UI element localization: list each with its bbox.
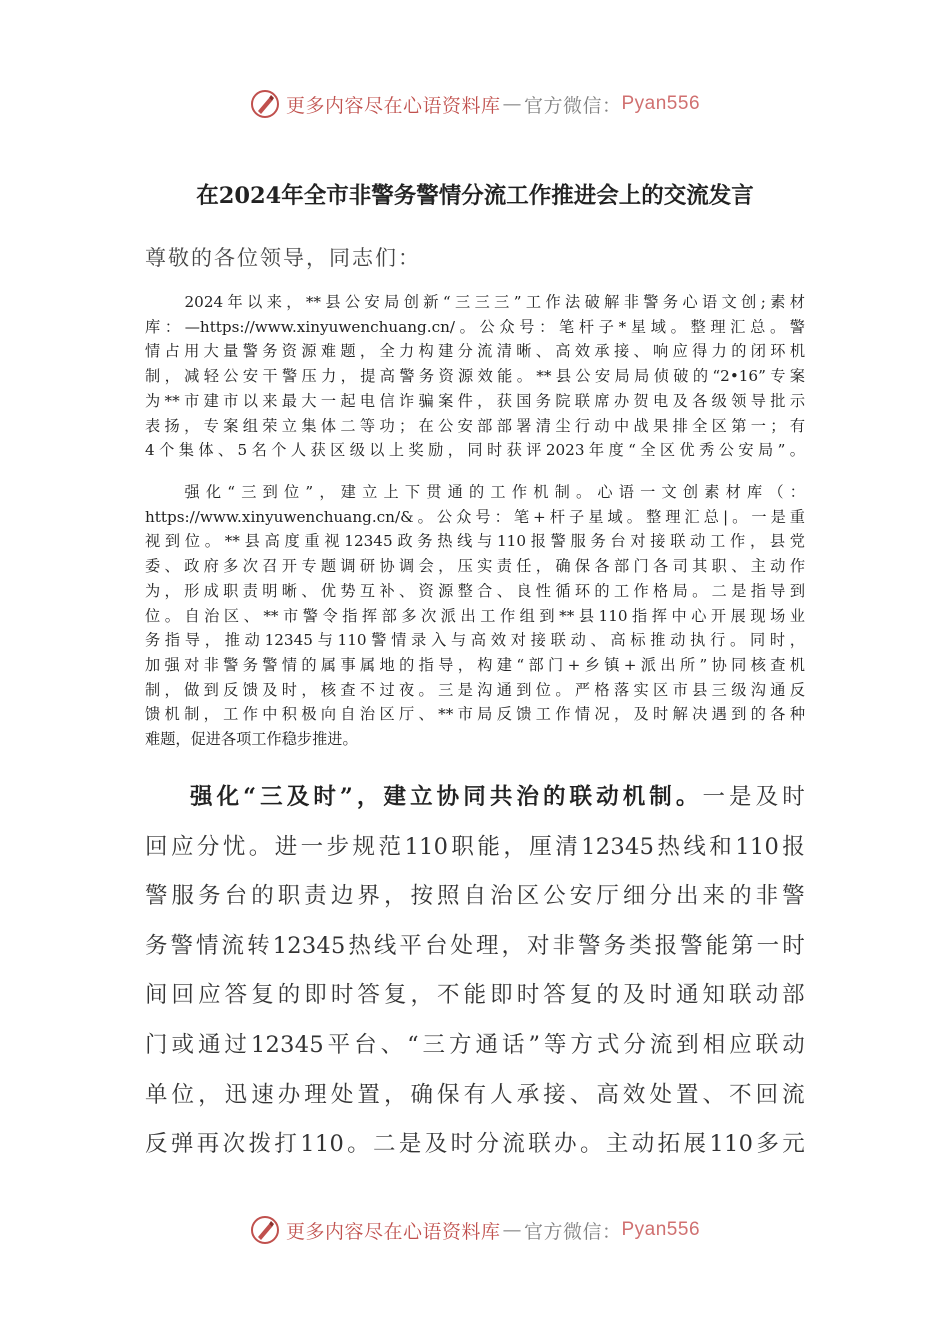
paragraph-line: 制，做到反馈及时，核查不过夜。三是沟通到位。严格落实区市县三级沟通反 xyxy=(145,680,805,699)
paragraph-line xyxy=(145,773,805,823)
paragraph-line: 库：—https://www.xinyuwenchuang.cn/。公众号：笔杆子*星域。整理汇总。警 xyxy=(145,317,805,336)
watermark-wechat-label: 官方微信： xyxy=(523,94,622,117)
watermark-text: 更多内容尽在心语资料库 xyxy=(285,1220,501,1243)
watermark-wechat-id: Pyan556 xyxy=(621,1219,701,1240)
paragraph-line: 回应分忧。进一步规范110职能，厘清12345热线和110报 xyxy=(145,833,805,860)
paragraph-line: 委、政府多次召开专题调研协调会，压实责任，确保各部门各司其职、主动作 xyxy=(145,557,805,576)
header-watermark xyxy=(0,84,950,124)
paragraph-three-in-place xyxy=(145,480,805,752)
watermark-wechat-label: 官方微信： xyxy=(523,1220,622,1243)
paragraph-line: 视到位。**县高度重视12345政务热线与110报警服务台对接联动工作，县党 xyxy=(145,532,805,551)
paragraph-line: 反弹再次拨打110。二是及时分流联办。主动拓展110多元 xyxy=(145,1131,805,1158)
paragraph-line: 为，形成职责明晰、优势互补、资源整合、良性循环的工作格局。二是指导到 xyxy=(145,581,805,600)
document-title: 在2024年全市非警务警情分流工作推进会上的交流发言 xyxy=(196,183,754,209)
paragraph-line: 位。自治区、**市警令指挥部多次派出工作组到**县110指挥中心开展现场业 xyxy=(145,606,805,625)
paragraph-line: 强化“三到位”，建立上下贯通的工作机制。心语一文创素材库（： xyxy=(184,483,805,501)
paragraph-intro xyxy=(145,290,805,463)
paragraph-line: 情占用大量警务资源难题，全力构建分流清晰、高效承接、响应得力的闭环机 xyxy=(145,342,805,361)
paragraph-line: 警服务台的职责边界，按照自治区公安厅细分出来的非警 xyxy=(145,883,805,910)
watermark-wechat-id: Pyan556 xyxy=(621,93,701,114)
paragraph-line: 门或通过12345平台、“三方通话”等方式分流到相应联动 xyxy=(145,1031,805,1058)
paragraph-line: 单位，迅速办理处置，确保有人承接、高效处置、不回流 xyxy=(145,1081,805,1108)
paragraph-three-timely xyxy=(145,773,805,1170)
paragraph-line: 表扬，专案组荣立集体二等功；在公安部部署清尘行动中战果排全区第一；有 xyxy=(145,416,805,435)
paragraph-line: 4个集体、5名个人获区级以上奖励，同时获评2023年度“全区优秀公安局”。 xyxy=(145,441,805,460)
paragraph-line: 务指导，推动12345与110警情录入与高效对接联动、高标推动执行。同时， xyxy=(145,631,805,650)
pen-logo-icon xyxy=(250,1215,280,1245)
paragraph-line-text: 一是及时 xyxy=(702,784,806,810)
footer-watermark xyxy=(0,1210,950,1250)
watermark-separator: — xyxy=(502,93,522,115)
watermark-text: 更多内容尽在心语资料库 xyxy=(285,94,501,117)
watermark-separator: — xyxy=(502,1219,522,1241)
paragraph-line: https://www.xinyuwenchuang.cn/&。公众号：笔+杆子星域。整理汇总|。一是重 xyxy=(145,507,805,526)
paragraph-line: 2024年以来，**县公安局创新“三三三”工作法破解非警务心语文创;素材 xyxy=(184,293,805,311)
paragraph-line: 制，减轻公安干警压力，提高警务资源效能。**县公安局局侦破的“2•16”专案 xyxy=(145,367,805,386)
pen-logo-icon xyxy=(250,89,280,119)
salutation: 尊敬的各位领导，同志们： xyxy=(145,246,421,270)
paragraph-line: 馈机制，工作中积极向自治区厅、**市局反馈工作情况，及时解决遇到的各种 xyxy=(145,705,805,724)
paragraph-line: 务警情流转12345热线平台处理，对非警务类报警能第一时 xyxy=(145,932,805,959)
paragraph-line: 间回应答复的即时答复，不能即时答复的及时通知联动部 xyxy=(145,982,805,1009)
paragraph-line: 为**市建市以来最大一起电信诈骗案件，获国务院联席办贺电及各级领导批示 xyxy=(145,391,805,410)
paragraph-lead: 强化“三及时”，建立协同共治的联动机制。 xyxy=(190,784,703,810)
paragraph-line: 加强对非警务警情的属事属地的指导，构建“部门+乡镇+派出所”协同核查机 xyxy=(145,655,805,674)
paragraph-line: 难题，促进各项工作稳步推进。 xyxy=(145,730,358,749)
